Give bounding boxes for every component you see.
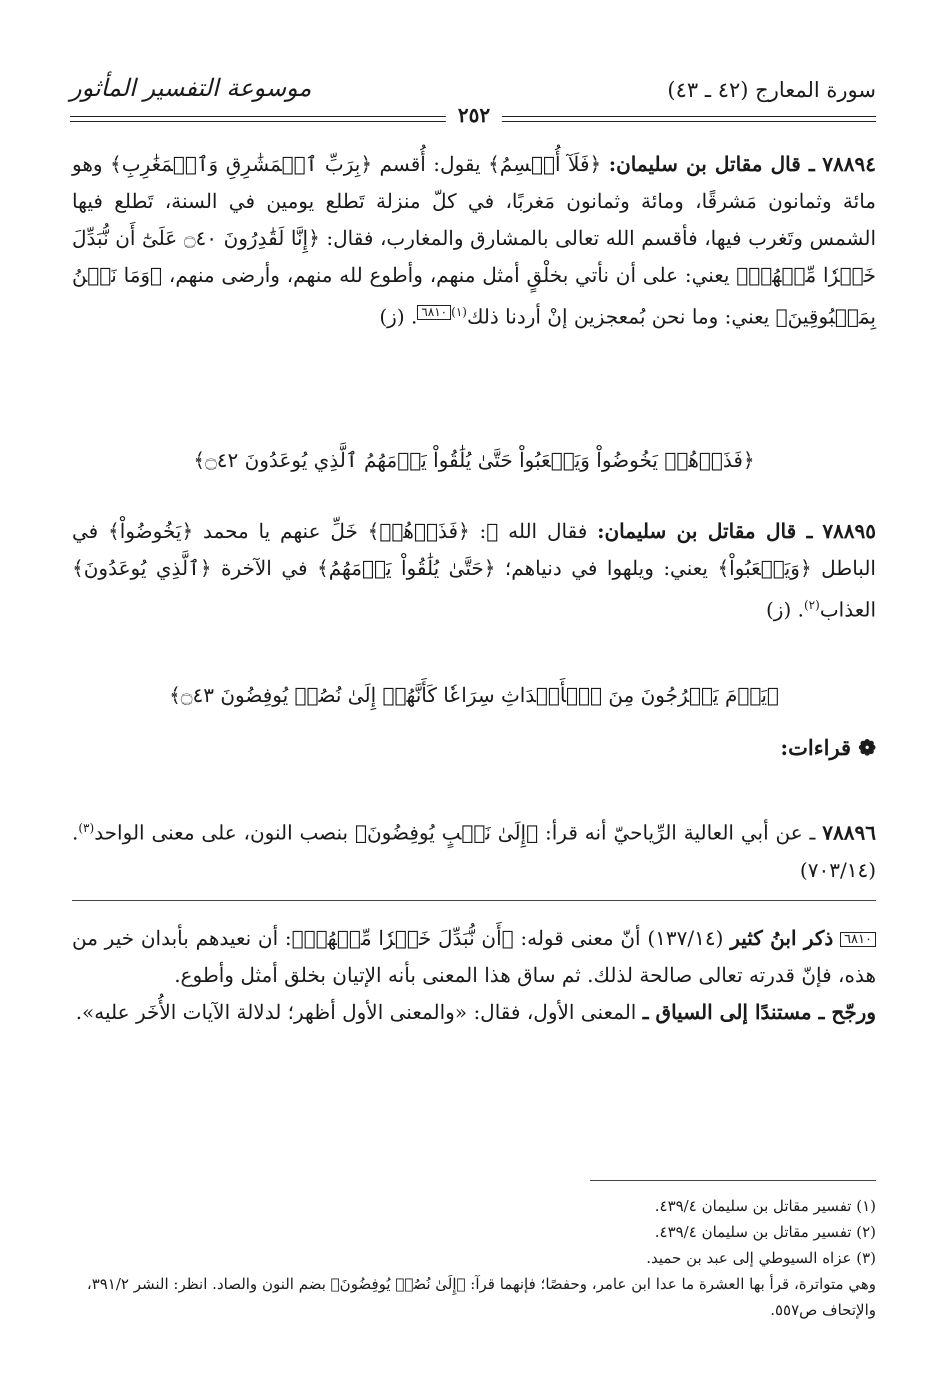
book-title: موسوعة التفسير المأثور (70, 74, 312, 102)
surah-reference: سورة المعارج (٤٢ ـ ٤٣) (667, 78, 876, 102)
footnote-marker: (٣) (78, 821, 95, 835)
entry-intro: ـ عن أبي العالية الرِّياحيّ أنه قرأ: (544, 820, 816, 845)
readings-heading: ❁ قراءات: (780, 735, 876, 760)
footnote-1: (١) تفسير مقاتل بن سليمان ٤٣٩/٤. (654, 1197, 876, 1215)
commentary-lead-2: ورجّح ـ مستندًا إلى السياق ـ (642, 1000, 876, 1024)
footnote-rule (590, 1180, 876, 1181)
entry-intro: ـ قال مقاتل بن سليمان: (597, 519, 813, 543)
ayah-43: ﴿يَوۡمَ يَخۡرُجُونَ مِنَ ٱلۡأَجۡدَاثِ سِرَاعٗا كَأَنَّهُمۡ إِلَىٰ نُصُبٖ يُوفِضُونَ ۝٤٣﴾ (169, 683, 779, 707)
footnote-marker: (١) (451, 305, 467, 319)
commentary-text: (١٣٧/١٤) أنّ معنى قوله: ﴿أَن نُّبَدِّلَ خَيۡرٗا مِّنۡهُمۡ﴾: أن نعيدهم بأبدان خير من هذه، فإنّ قدرته تعالى صالحة لذلك. ثم ساق هذا المعنى بأنه الإتيان بخلق أمثل وأطوع. (72, 926, 876, 987)
cross-reference-box: ٦٨١٠ (417, 305, 451, 320)
page-number: ٢٥٢ (446, 103, 502, 127)
commentary-box-ref: ٦٨١٠ (840, 932, 876, 947)
entry-text: فقال الله ﷻ: ﴿فَذَرۡهُمۡ﴾ خَلِّ عنهم يا محمد ﴿يَخُوضُواْ﴾ في الباطل ﴿وَيَلۡعَبُواْ﴾ يعني: ويلهوا في دنياهم؛ ﴿حَتَّىٰ يُلَٰقُواْ يَوۡمَهُمُ﴾ في الآخرة ﴿ٱلَّذِي يُوعَدُونَ﴾ العذاب (72, 519, 876, 622)
entry-78896 (72, 810, 876, 889)
entry-intro: ـ قال مقاتل بن سليمان: (608, 152, 815, 176)
entry-text: ﴿إِلَىٰ نَصۡبٍ يُوفِضُونَ﴾ بنصب النون، على معنى الواحد (94, 820, 539, 845)
ayah-42: ﴿فَذَرۡهُمۡ يَخُوضُواْ وَيَلۡعَبُواْ حَتَّىٰ يُلَٰقُواْ يَوۡمَهُمُ ٱلَّذِي يُوعَدُونَ ۝٤٢﴾ (193, 448, 755, 472)
entry-number: ٧٨٨٩٤ (822, 152, 876, 176)
footnote-3: (٣) عزاه السيوطي إلى عبد بن حميد. (646, 1249, 876, 1267)
commentary (72, 920, 876, 1031)
entry-78895 (72, 513, 876, 629)
entry-text: ﴿فَلَآ أُقۡسِمُ﴾ يقول: أُقسم ﴿بِرَبِّ ٱلۡمَشَٰرِقِ وَٱلۡمَغَٰرِبِ﴾ وهو مائة وثمانون مَشرقًا، ومائة وثمانون مَغربًا، في كلّ منزلة تَطلع يومين في السنة، تَطلع فيها الشمس وتَغرب فيها، فأقسم الله تعالى بالمشارق والمغارب، فقال: ﴿إِنَّا لَقَٰدِرُونَ ۝٤٠ عَلَىٰٓ أَن نُّبَدِّلَ خَيۡرٗا مِّنۡهُمۡ﴾ يعني: على أن نأتي بخلْقٍ أمثل منهم، وأطوع لله منهم، وأرضى منهم، ﴿وَمَا نَحۡنُ بِمَسۡبُوقِينَ﴾ يعني: وما نحن بُمعجزين إنْ أردنا ذلك (72, 152, 877, 329)
footnote-marker: (٢) (803, 598, 820, 612)
entry-source: . (٧٠٣/١٤) (72, 820, 876, 882)
commentary-text-2: المعنى الأول، فقال: «والمعنى الأول أظهر؛ لدلالة الآيات الأُخَر عليه». (75, 1000, 637, 1024)
commentary-lead: ذكر ابنُ كثير (730, 926, 834, 950)
entry-source: . (ز) (379, 304, 418, 329)
entry-source: . (ز) (766, 597, 804, 622)
entry-78894 (72, 146, 876, 336)
commentary-divider (72, 900, 876, 901)
entry-number: ٧٨٨٩٥ (822, 519, 877, 543)
footnote-2: (٢) تفسير مقاتل بن سليمان ٤٣٩/٤. (654, 1223, 876, 1241)
footnote-3-cont: وهي متواترة، قرأ بها العشرة ما عدا ابن عامر، وحفصًا؛ فإنهما قرآ: ﴿إِلَىٰ نُصُبٖ يُوفِضُونَ﴾ بضم النون والصاد. انظر: النشر ٣٩١/٢، والإتحاف ص٥٥٧. (86, 1275, 876, 1319)
footnotes (72, 1193, 876, 1323)
entry-number: ٧٨٨٩٦ (822, 820, 876, 845)
